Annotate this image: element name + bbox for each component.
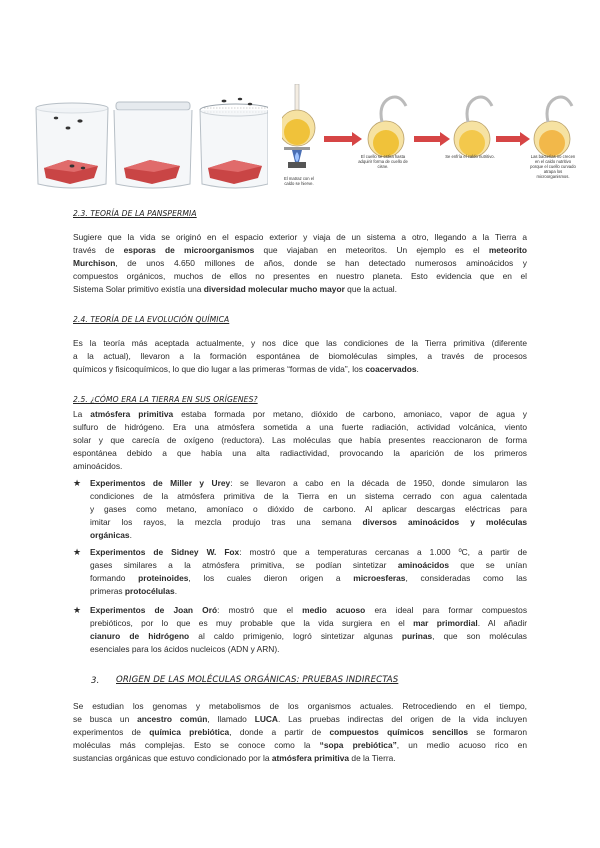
text-run: que se unían bbox=[449, 560, 527, 570]
bold-run: medio acuoso bbox=[302, 605, 366, 615]
text-run: : mostró que el bbox=[217, 605, 303, 615]
bold-run: química prebiótica bbox=[149, 727, 230, 737]
arrow-2 bbox=[414, 132, 450, 146]
bullet-text bbox=[90, 604, 527, 656]
bullet-miller-urey bbox=[73, 477, 527, 542]
text-run: . bbox=[416, 364, 419, 374]
flask-caption-3: Se enfría el caldo nutritivo. bbox=[445, 154, 495, 159]
text-line bbox=[73, 231, 527, 244]
text-run: , llamado bbox=[207, 714, 255, 724]
text-line bbox=[90, 559, 527, 572]
text-line bbox=[73, 337, 527, 350]
text-run: La bbox=[73, 409, 91, 419]
text-run: a la actual), llevaron a la formación espontánea de biomoléculas simples, a través de procesos bbox=[73, 351, 527, 361]
text-line bbox=[73, 270, 527, 283]
text-run: estaba formada por metano, dióxido de carbono, amoniaco, vapor de agua y bbox=[173, 409, 527, 419]
flasks-image bbox=[282, 84, 578, 204]
text-line bbox=[73, 421, 527, 434]
text-line bbox=[73, 350, 527, 363]
bold-run: mar primordial bbox=[413, 618, 478, 628]
text-run: : se llevaron a cabo en la década de 1950, donde simularon las bbox=[230, 478, 527, 488]
text-run: Sistema Solar primitivo existía una bbox=[73, 284, 204, 294]
bullet-joan-oro bbox=[73, 604, 527, 656]
text-line bbox=[90, 529, 527, 542]
text-run: formando bbox=[90, 573, 139, 583]
bold-run: aminoácidos bbox=[397, 560, 450, 570]
text-line bbox=[90, 617, 527, 630]
flask-caption-2: El cuello se estira hasta adquirir forma de cuello de cisne. bbox=[358, 154, 408, 169]
bold-run: Experimentos de Sidney W. Fox bbox=[90, 547, 240, 557]
bold-run: esporas de microorganismos bbox=[123, 245, 255, 255]
heading-origen-moleculas: ORIGEN DE LAS MOLÉCULAS ORGÁNICAS: PRUEBAS INDIRECTAS bbox=[116, 675, 399, 685]
text-run: moléculas más complejas. Esto se conoce como la bbox=[73, 740, 320, 750]
text-run: . Las pruebas indirectas del origen de la vida incluyen bbox=[277, 714, 527, 724]
bold-run: meteorito bbox=[488, 245, 527, 255]
star-bullet-icon: ★ bbox=[73, 605, 82, 615]
text-line bbox=[73, 408, 527, 421]
bullet-text bbox=[90, 477, 527, 542]
star-bullet-icon: ★ bbox=[73, 547, 82, 557]
text-run: , de unos 4.650 millones de años, donde se han detectado numerosos aminoácidos y bbox=[115, 258, 527, 268]
bold-run: diversidad molecular mucho mayor bbox=[203, 284, 345, 294]
text-line bbox=[90, 572, 527, 585]
text-run: que viajaban en meteoritos. Un ejemplo es el bbox=[254, 245, 489, 255]
text-run: , que son moléculas bbox=[432, 631, 527, 641]
bold-run: purinas bbox=[401, 631, 433, 641]
heading-panspermia: 2.3. TEORÍA DE LA PANSPERMIA bbox=[73, 209, 197, 218]
text-line bbox=[90, 516, 527, 529]
bullet-sidney-fox bbox=[73, 546, 527, 598]
text-run: compuestos orgánicos, muchos de ellos no presentes en nuestro planeta. Esto evidencia que en el bbox=[73, 271, 527, 281]
section-number: 3. bbox=[91, 676, 100, 686]
text-run: químicos y fisicoquímicos, lo que dio lugar a las primeras “formas de vida”, los bbox=[73, 364, 366, 374]
text-run: y gases como metano, amoníaco o dióxido de carbono. Al aplicar descargas eléctricas para bbox=[90, 504, 527, 514]
bold-run: Experimentos de Joan Oró bbox=[90, 605, 218, 615]
text-run: : mostró que a temperaturas cercanas a 1.000 ºC, a partir de bbox=[239, 547, 527, 557]
bold-run: Experimentos de Miller y Urey bbox=[90, 478, 231, 488]
text-run: solar y que carecía de oxígeno (reductora). Las moléculas que había presentes reaccionaron de forma bbox=[73, 435, 527, 445]
bold-run: LUCA bbox=[254, 714, 278, 724]
text-line bbox=[73, 244, 527, 257]
text-line bbox=[90, 490, 527, 503]
text-run: sulfuro de hidrógeno. Era una atmósfera sometida a una fuerte radiación, actividad volcánica, viento bbox=[73, 422, 527, 432]
text-line bbox=[73, 739, 527, 752]
text-run: , donde a partir de bbox=[229, 727, 330, 737]
paragraph-atmosfera-primitiva bbox=[73, 408, 527, 473]
text-run: experimentos de bbox=[73, 727, 150, 737]
text-run: al caldo primigenio, logró sintetizar algunas bbox=[189, 631, 402, 641]
bold-run: coacervados bbox=[365, 364, 417, 374]
jars-image bbox=[28, 96, 268, 196]
text-run: , un medio acuoso rico en bbox=[396, 740, 527, 750]
text-run: , consideradas como las bbox=[405, 573, 527, 583]
open-jar bbox=[36, 103, 108, 188]
text-line bbox=[73, 713, 527, 726]
flask-cooled bbox=[454, 97, 492, 157]
text-run: través de bbox=[73, 245, 124, 255]
text-run: . Al añadir bbox=[477, 618, 527, 628]
text-run: , los cuales dieron origen a bbox=[188, 573, 354, 583]
paragraph-panspermia bbox=[73, 231, 527, 296]
star-bullet-icon: ★ bbox=[73, 478, 82, 488]
text-line bbox=[90, 503, 527, 516]
text-run: espontánea debido a que había una alta radiactividad, provocando la aparición de los primeros bbox=[73, 448, 527, 458]
gauze-jar bbox=[200, 98, 268, 188]
bold-run: proteinoides bbox=[138, 573, 189, 583]
flask-caption-4: Las bacterias no crecen en el caldo nutritivo porque el cuello curvado atrapa los microorganismos. bbox=[530, 154, 576, 179]
text-run: sustancias orgánicas que estuvo condicionado por la bbox=[73, 753, 272, 763]
bold-run: atmósfera primitiva bbox=[271, 753, 350, 763]
arrow-1 bbox=[324, 132, 362, 146]
text-line bbox=[90, 630, 527, 643]
text-run: se busca un bbox=[73, 714, 138, 724]
text-run: condiciones de la atmósfera primitiva de la Tierra en un sistema cerrado con agua calentada bbox=[90, 491, 527, 501]
text-line bbox=[73, 434, 527, 447]
text-line bbox=[90, 643, 527, 656]
text-run: Se estudian los genomas y metabolismos de los organismos actuales. Retrocediendo en el tiempo, bbox=[73, 701, 527, 711]
text-line bbox=[73, 460, 527, 473]
text-line bbox=[73, 257, 527, 270]
text-run: Es la teoría más aceptada actualmente, y nos dice que las condiciones de la Tierra primitiva (diferente bbox=[73, 338, 527, 348]
pasteur-flask-illustration bbox=[282, 84, 578, 204]
text-run: que la actual. bbox=[344, 284, 397, 294]
flask-caption-1: El matraz con el caldo se hierve. bbox=[283, 176, 315, 186]
text-run: gases similares a la atmósfera primitiva, se podían sintetizar bbox=[90, 560, 398, 570]
bold-run: Murchison bbox=[73, 258, 116, 268]
redi-jars-illustration bbox=[28, 96, 268, 196]
flask-heated bbox=[282, 84, 315, 168]
text-line bbox=[73, 283, 527, 296]
flask-final bbox=[534, 97, 572, 157]
bold-run: compuestos químicos sencillos bbox=[329, 727, 468, 737]
text-line bbox=[73, 752, 527, 765]
text-run: primeras bbox=[90, 586, 125, 596]
text-run: de la Tierra. bbox=[349, 753, 396, 763]
bold-run: ancestro común bbox=[137, 714, 208, 724]
text-line bbox=[73, 726, 527, 739]
text-run: Sugiere que la vida se originó en el espacio exterior y viaja de un sistema a otro, llegando a la Tierra a bbox=[73, 232, 527, 242]
text-line bbox=[73, 447, 527, 460]
text-run: aminoácidos. bbox=[73, 461, 123, 471]
text-run: imitar los rayos, la mezcla produjo tras una semana bbox=[90, 517, 363, 527]
text-line bbox=[90, 477, 527, 490]
paragraph-evolucion-quimica bbox=[73, 337, 527, 376]
arrow-3 bbox=[496, 132, 530, 146]
bold-run: protocélulas bbox=[124, 586, 175, 596]
text-line bbox=[90, 604, 527, 617]
text-run: . bbox=[129, 530, 132, 540]
text-line bbox=[90, 546, 527, 559]
text-line bbox=[73, 363, 527, 376]
bold-run: orgánicas bbox=[90, 530, 130, 540]
bold-run: diversos aminoácidos y moléculas bbox=[362, 517, 527, 527]
bold-run: “sopa prebiótica” bbox=[319, 740, 397, 750]
paragraph-origen-moleculas bbox=[73, 700, 527, 765]
bold-run: cianuro de hidrógeno bbox=[90, 631, 190, 641]
bold-run: atmósfera primitiva bbox=[90, 409, 174, 419]
text-run: . bbox=[174, 586, 178, 596]
bullet-text bbox=[90, 546, 527, 598]
text-run: era ideal para formar compuestos bbox=[365, 605, 527, 615]
sealed-jar bbox=[114, 102, 192, 188]
text-run: esenciales para los ácidos nucleicos (ADN y ARN). bbox=[90, 644, 280, 654]
heading-tierra-origenes: 2.5. ¿CÓMO ERA LA TIERRA EN SUS ORÍGENES? bbox=[73, 395, 258, 404]
text-run: prebióticos, por lo que es muy probable que la vida surgiera en el bbox=[90, 618, 414, 628]
text-line bbox=[73, 700, 527, 713]
bold-run: microesferas bbox=[353, 573, 406, 583]
flask-swan-neck bbox=[368, 97, 406, 157]
text-run: se formaron bbox=[468, 727, 527, 737]
text-line bbox=[90, 585, 527, 598]
heading-evolucion-quimica: 2.4. TEORÍA DE LA EVOLUCIÓN QUÍMICA bbox=[73, 315, 230, 324]
